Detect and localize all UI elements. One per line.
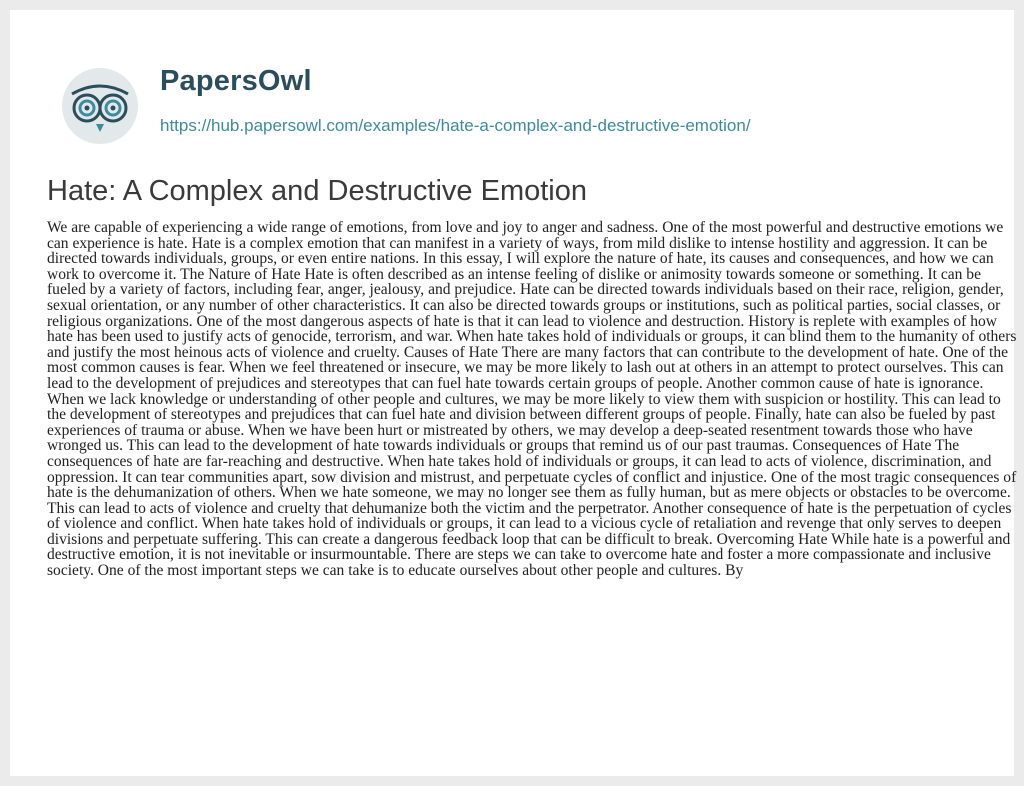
page-title: Hate: A Complex and Destructive Emotion [47, 175, 587, 207]
document-page [10, 10, 1017, 776]
document-header [60, 44, 960, 140]
essay-body: We are capable of experiencing a wide range of emotions, from love and joy to anger and sadness. One of the most powerful and destructive emotions we can experience is hate. Hate is a complex emotion that can manifest in a variety of ways, from mild dislike to intense hostility and aggression. It can be directed towards individuals, groups, or even entire nations. In this essay, I will explore the nature of hate, its causes and consequences, and how we can work to overcome it. The Nature of Hate Hate is often described as an intense feeling of dislike or animosity towards someone or something. It can be fueled by a variety of factors, including fear, anger, jealousy, and prejudice. Hate can be directed towards individuals based on their race, religion, gender, sexual orientation, or any number of other characteristics. It can also be directed towards groups or institutions, such as political parties, social classes, or religious organizations. One of the most dangerous aspects of hate is that it can lead to violence and destruction. History is replete with examples of how hate has been used to justify acts of genocide, terrorism, and war. When hate takes hold of individuals or groups, it can blind them to the humanity of others and justify the most heinous acts of violence and cruelty. Causes of Hate There are many factors that can contribute to the development of hate. One of the most common causes is fear. When we feel threatened or insecure, we may be more likely to lash out at others in an attempt to protect ourselves. This can lead to the development of prejudices and stereotypes that can fuel hate towards certain groups of people. Another common cause of hate is ignorance. When we lack knowledge or understanding of other people and cultures, we may be more likely to view them with suspicion or hostility. This can lead to the development of stereotypes and prejudices that can fuel hate and division between different groups of people. Finally, hate can also be fueled by past experiences of trauma or abuse. When we have been hurt or mistreated by others, we may develop a deep-seated resentment towards those who have wronged us. This can lead to the development of hate towards individuals or groups that remind us of our past traumas. Consequences of Hate The consequences of hate are far-reaching and destructive. When hate takes hold of individuals or groups, it can lead to acts of violence, discrimination, and oppression. It can tear communities apart, sow division and mistrust, and perpetuate cycles of conflict and injustice. One of the most tragic consequences of hate is the dehumanization of others. When we hate someone, we may no longer see them as fully human, but as mere objects or obstacles to be overcome. This can lead to acts of violence and cruelty that dehumanize both the victim and the perpetrator. Another consequence of hate is the perpetuation of cycles of violence and conflict. When hate takes hold of individuals or groups, it can lead to a vicious cycle of retaliation and revenge that only serves to deepen divisions and perpetuate suffering. This can create a dangerous feedback loop that can be difficult to break. Overcoming Hate While hate is a powerful and destructive emotion, it is not inevitable or insurmountable. There are steps we can take to overcome hate and foster a more compassionate and inclusive society. One of the most important steps we can take is to educate ourselves about other people and cultures. By [47, 219, 1017, 580]
brand-name: PapersOwl [160, 65, 312, 97]
source-url-link[interactable]: https://hub.papersowl.com/examples/hate-a-complex-and-destructive-emotion/ [160, 116, 751, 135]
owl-eyes-icon [60, 66, 140, 146]
